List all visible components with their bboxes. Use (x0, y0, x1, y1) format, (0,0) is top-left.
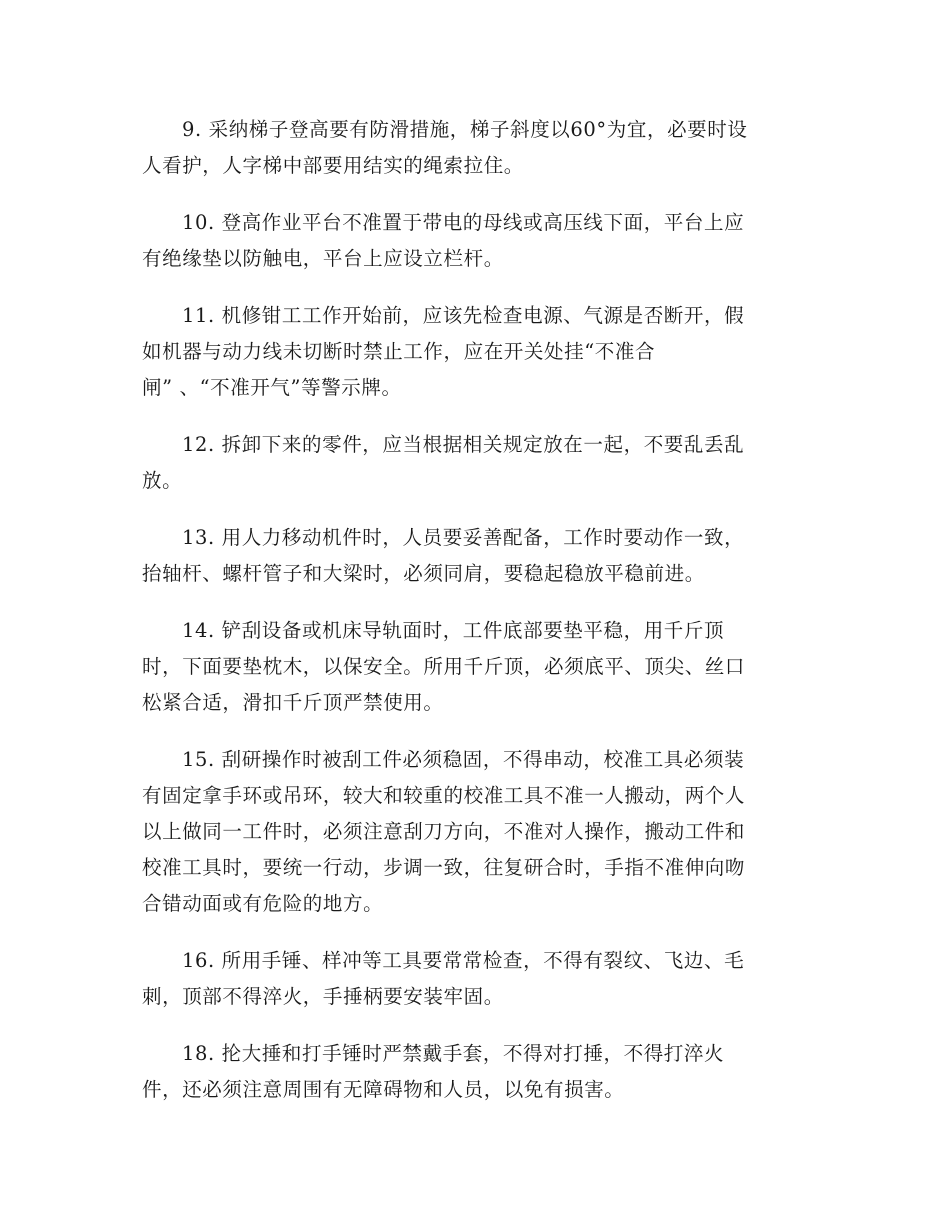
paragraph-line: 放。 (142, 469, 183, 492)
paragraph-9 (142, 112, 812, 184)
paragraph-line: 合错动面或有危险的地方。 (142, 892, 384, 915)
paragraph-11 (142, 298, 812, 406)
paragraph-line: 18. 抡大捶和打手锤时严禁戴手套，不得对打捶，不得打淬火 (182, 1042, 725, 1065)
paragraph-line: 松紧合适，滑扣千斤顶严禁使用。 (142, 691, 444, 714)
paragraph-line: 15. 刮研操作时被刮工件必须稳固，不得串动，校准工具必须装 (182, 748, 745, 771)
paragraph-line: 13. 用人力移动机件时，人员要妥善配备，工作时要动作一致， (182, 526, 745, 549)
paragraph-15 (142, 742, 812, 922)
paragraph-line: 10. 登高作业平台不准置于带电的母线或高压线下面，平台上应 (182, 211, 745, 234)
paragraph-line: 16. 所用手锤、样冲等工具要常常检查，不得有裂纹、飞边、毛 (182, 949, 745, 972)
paragraph-line: 以上做同一工件时，必须注意刮刀方向，不准对人操作，搬动工件和 (142, 820, 746, 843)
paragraph-10 (142, 205, 812, 277)
paragraph-line: 如机器与动力线未切断时禁止工作，应在开关处挂“不准合 (142, 340, 656, 363)
paragraph-line: 有固定拿手环或吊环，较大和较重的校准工具不准一人搬动，两个人 (142, 784, 746, 807)
paragraph-16 (142, 943, 812, 1015)
paragraph-14 (142, 613, 812, 721)
paragraph-line: 刺，顶部不得淬火，手捶柄要安装牢固。 (142, 985, 504, 1008)
paragraph-line: 校准工具时，要统一行动，步调一致，往复研合时，手指不准伸向吻 (142, 856, 746, 879)
paragraph-line: 12. 拆卸下来的零件，应当根据相关规定放在一起，不要乱丢乱 (182, 433, 745, 456)
paragraph-line: 有绝缘垫以防触电，平台上应设立栏杆。 (142, 247, 504, 270)
paragraph-line: 时，下面要垫枕木，以保安全。所用千斤顶，必须底平、顶尖、丝口 (142, 655, 746, 678)
paragraph-13 (142, 520, 812, 592)
paragraph-line: 人看护，人字梯中部要用结实的绳索拉住。 (142, 154, 524, 177)
paragraph-line: 抬轴杆、螺杆管子和大梁时，必须同肩，要稳起稳放平稳前进。 (142, 562, 705, 585)
paragraph-12 (142, 427, 812, 499)
paragraph-line: 9. 采纳梯子登高要有防滑措施，梯子斜度以60°为宜，必要时设 (182, 118, 748, 141)
paragraph-line: 件，还必须注意周围有无障碍物和人员，以免有损害。 (142, 1078, 625, 1101)
paragraph-18 (142, 1036, 812, 1108)
paragraph-line: 11. 机修钳工工作开始前，应该先检查电源、气源是否断开，假 (182, 304, 745, 327)
paragraph-line: 闸” 、“不准开气”等警示牌。 (142, 376, 402, 399)
paragraph-line: 14. 铲刮设备或机床导轨面时，工件底部要垫平稳，用千斤顶 (182, 619, 725, 642)
document-body (142, 112, 812, 1129)
